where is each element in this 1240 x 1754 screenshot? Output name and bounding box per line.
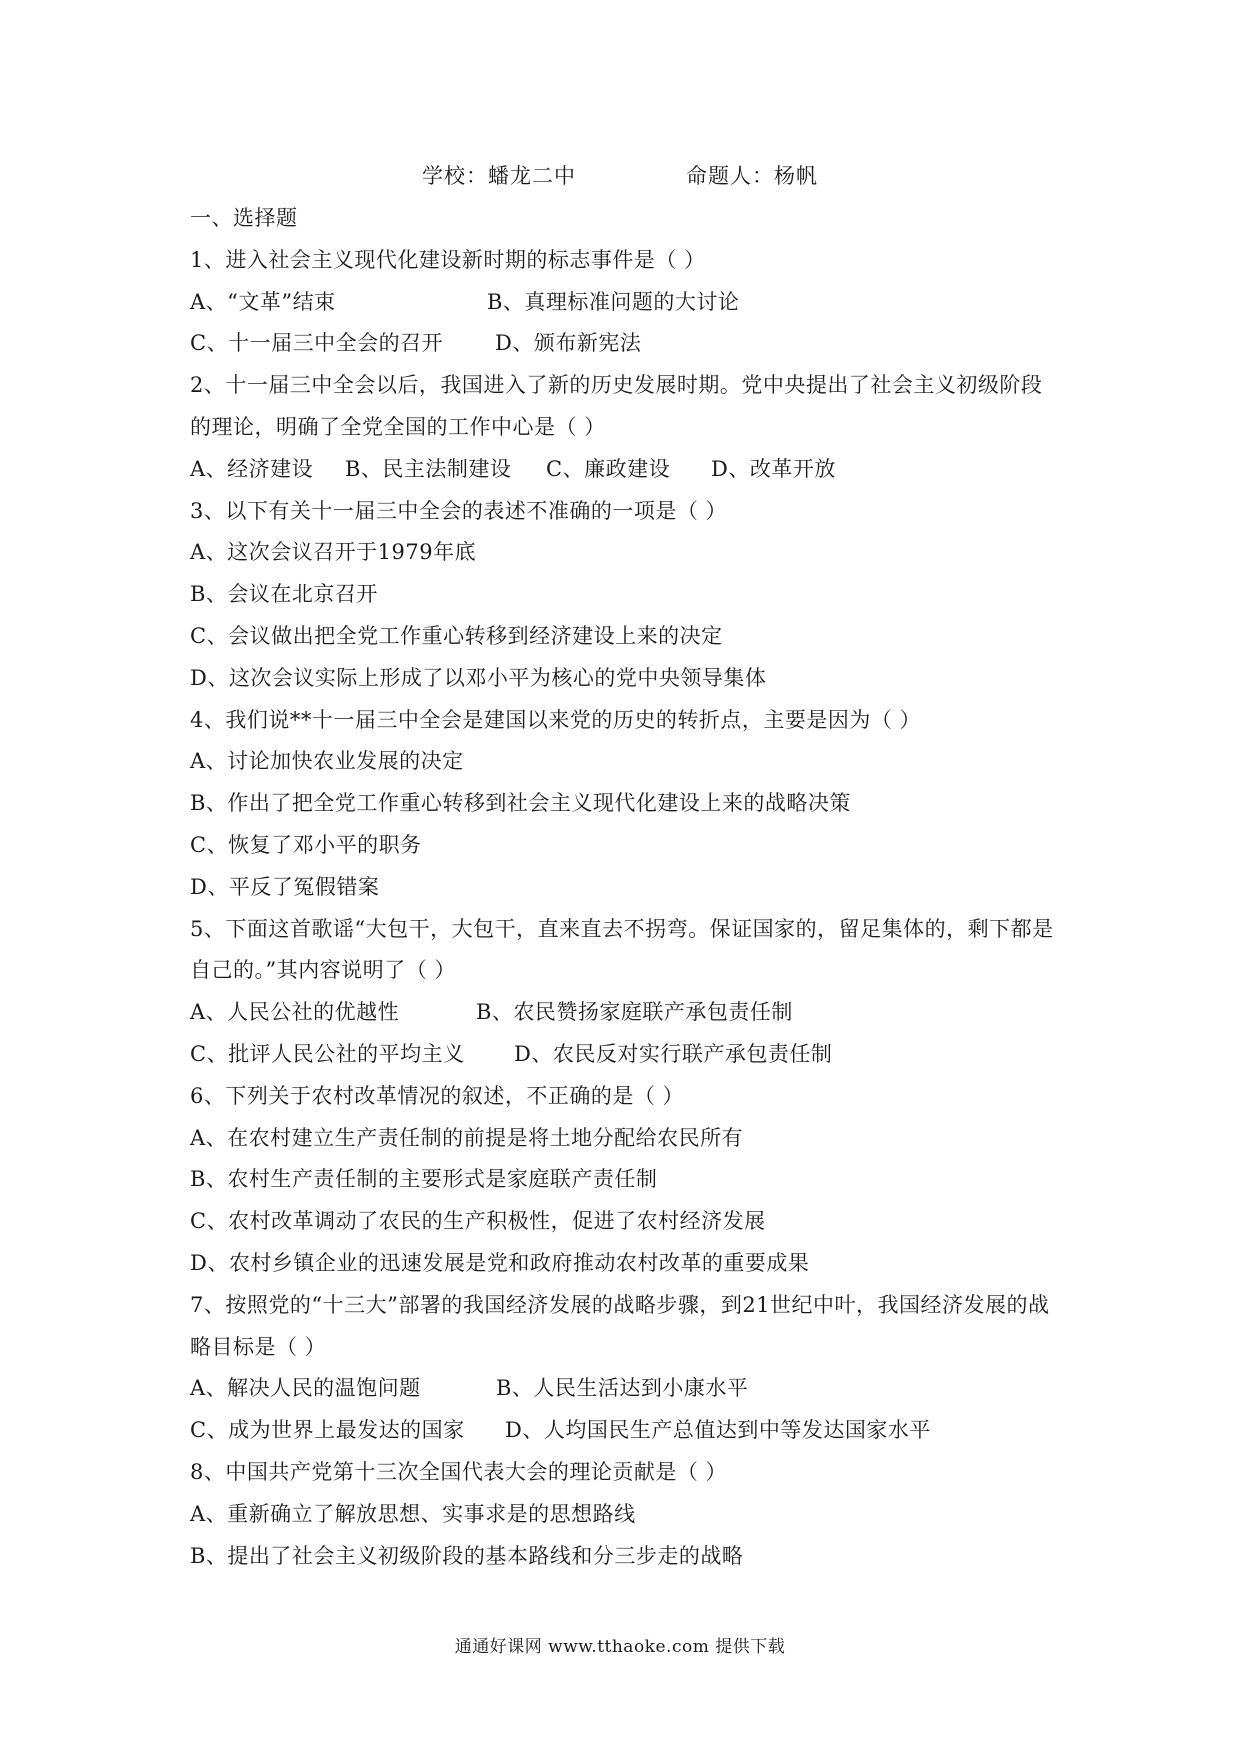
text-line: B、提出了社会主义初级阶段的基本路线和分三步走的战略 [190, 1543, 744, 1568]
exam-header [0, 160, 1240, 190]
options-line [190, 1410, 1070, 1452]
footer-text: 通通好课网 www.tthaoke.com 提供下载 [454, 1637, 786, 1657]
answer-option: B、农民赞扬家庭联产承包责任制 [476, 1000, 793, 1025]
answer-option: C、廉政建设 [546, 456, 671, 481]
text-line: 2、十一届三中全会以后，我国进入了新的历史发展时期。党中央提出了社会主义初级阶段 [190, 373, 1043, 398]
text-line: C、会议做出把全党工作重心转移到经济建设上来的决定 [190, 623, 723, 648]
text-line: A、重新确立了解放思想、实事求是的思想路线 [190, 1501, 636, 1526]
text-line: D、这次会议实际上形成了以邓小平为核心的党中央领导集体 [190, 665, 767, 690]
text-line: B、农村生产责任制的主要形式是家庭联产责任制 [190, 1167, 658, 1192]
answer-option: A、“文革”结束 [190, 289, 336, 314]
answer-option: B、真理标准问题的大讨论 [487, 289, 740, 314]
answer-option: D、颁布新宪法 [495, 331, 642, 356]
text-line: D、农村乡镇企业的迅速发展是党和政府推动农村改革的重要成果 [190, 1250, 810, 1275]
text-line: 的理论，明确了全党全国的工作中心是（ ） [190, 414, 606, 439]
answer-option: C、十一届三中全会的召开 [190, 331, 444, 356]
text-line: 6、下列关于农村改革情况的叙述，不正确的是（ ） [190, 1083, 685, 1108]
options-line [190, 323, 1070, 365]
text-line: 8、中国共产党第十三次全国代表大会的理论贡献是（ ） [190, 1459, 728, 1484]
text-line: A、这次会议召开于1979年底 [190, 540, 477, 565]
text-line: D、平反了冤假错案 [190, 874, 380, 899]
text-line: 略目标是（ ） [190, 1334, 327, 1359]
question-content [190, 198, 1070, 1577]
options-line [190, 1368, 1070, 1410]
text-line: C、恢复了邓小平的职务 [190, 832, 422, 857]
answer-option: B、人民生活达到小康水平 [496, 1376, 749, 1401]
author-label: 命题人：杨帆 [686, 164, 818, 188]
answer-option: D、改革开放 [711, 456, 836, 481]
text-line: 自己的。”其内容说明了（ ） [190, 958, 456, 983]
text-line: 1、进入社会主义现代化建设新时期的标志事件是（ ） [190, 247, 706, 272]
options-line [190, 992, 1070, 1034]
text-line: 4、我们说**十一届三中全会是建国以来党的历史的转折点，主要是因为（ ） [190, 707, 922, 732]
text-line: C、农村改革调动了农民的生产积极性，促进了农村经济发展 [190, 1209, 766, 1234]
school-label: 学校：蟠龙二中 [422, 164, 576, 188]
answer-option: B、民主法制建设 [345, 456, 512, 481]
answer-option: A、解决人民的温饱问题 [190, 1376, 421, 1401]
text-line: 5、下面这首歌谣“大包干，大包干，直来直去不拐弯。保证国家的，留足集体的，剩下都是 [190, 916, 1054, 941]
text-line: A、在农村建立生产责任制的前提是将土地分配给农民所有 [190, 1125, 744, 1150]
text-line: B、作出了把全党工作重心转移到社会主义现代化建设上来的战略决策 [190, 791, 851, 816]
options-line [190, 449, 1070, 491]
answer-option: D、人均国民生产总值达到中等发达国家水平 [505, 1418, 931, 1443]
question-lines [190, 240, 1070, 1578]
answer-option: A、人民公社的优越性 [190, 1000, 400, 1025]
text-line: 7、按照党的“十三大”部署的我国经济发展的战略步骤，到21世纪中叶，我国经济发展的战 [190, 1292, 1050, 1317]
answer-option: C、成为世界上最发达的国家 [190, 1418, 465, 1443]
answer-option: C、批评人民公社的平均主义 [190, 1041, 465, 1066]
text-line: B、会议在北京召开 [190, 582, 378, 607]
options-line [190, 282, 1070, 324]
options-line [190, 1034, 1070, 1076]
text-line: 3、以下有关十一届三中全会的表述不准确的一项是（ ） [190, 498, 728, 523]
text-line: A、讨论加快农业发展的决定 [190, 749, 464, 774]
section-title: 一、选择题 [190, 206, 298, 230]
answer-option: A、经济建设 [190, 456, 314, 481]
answer-option: D、农民反对实行联产承包责任制 [514, 1041, 833, 1066]
